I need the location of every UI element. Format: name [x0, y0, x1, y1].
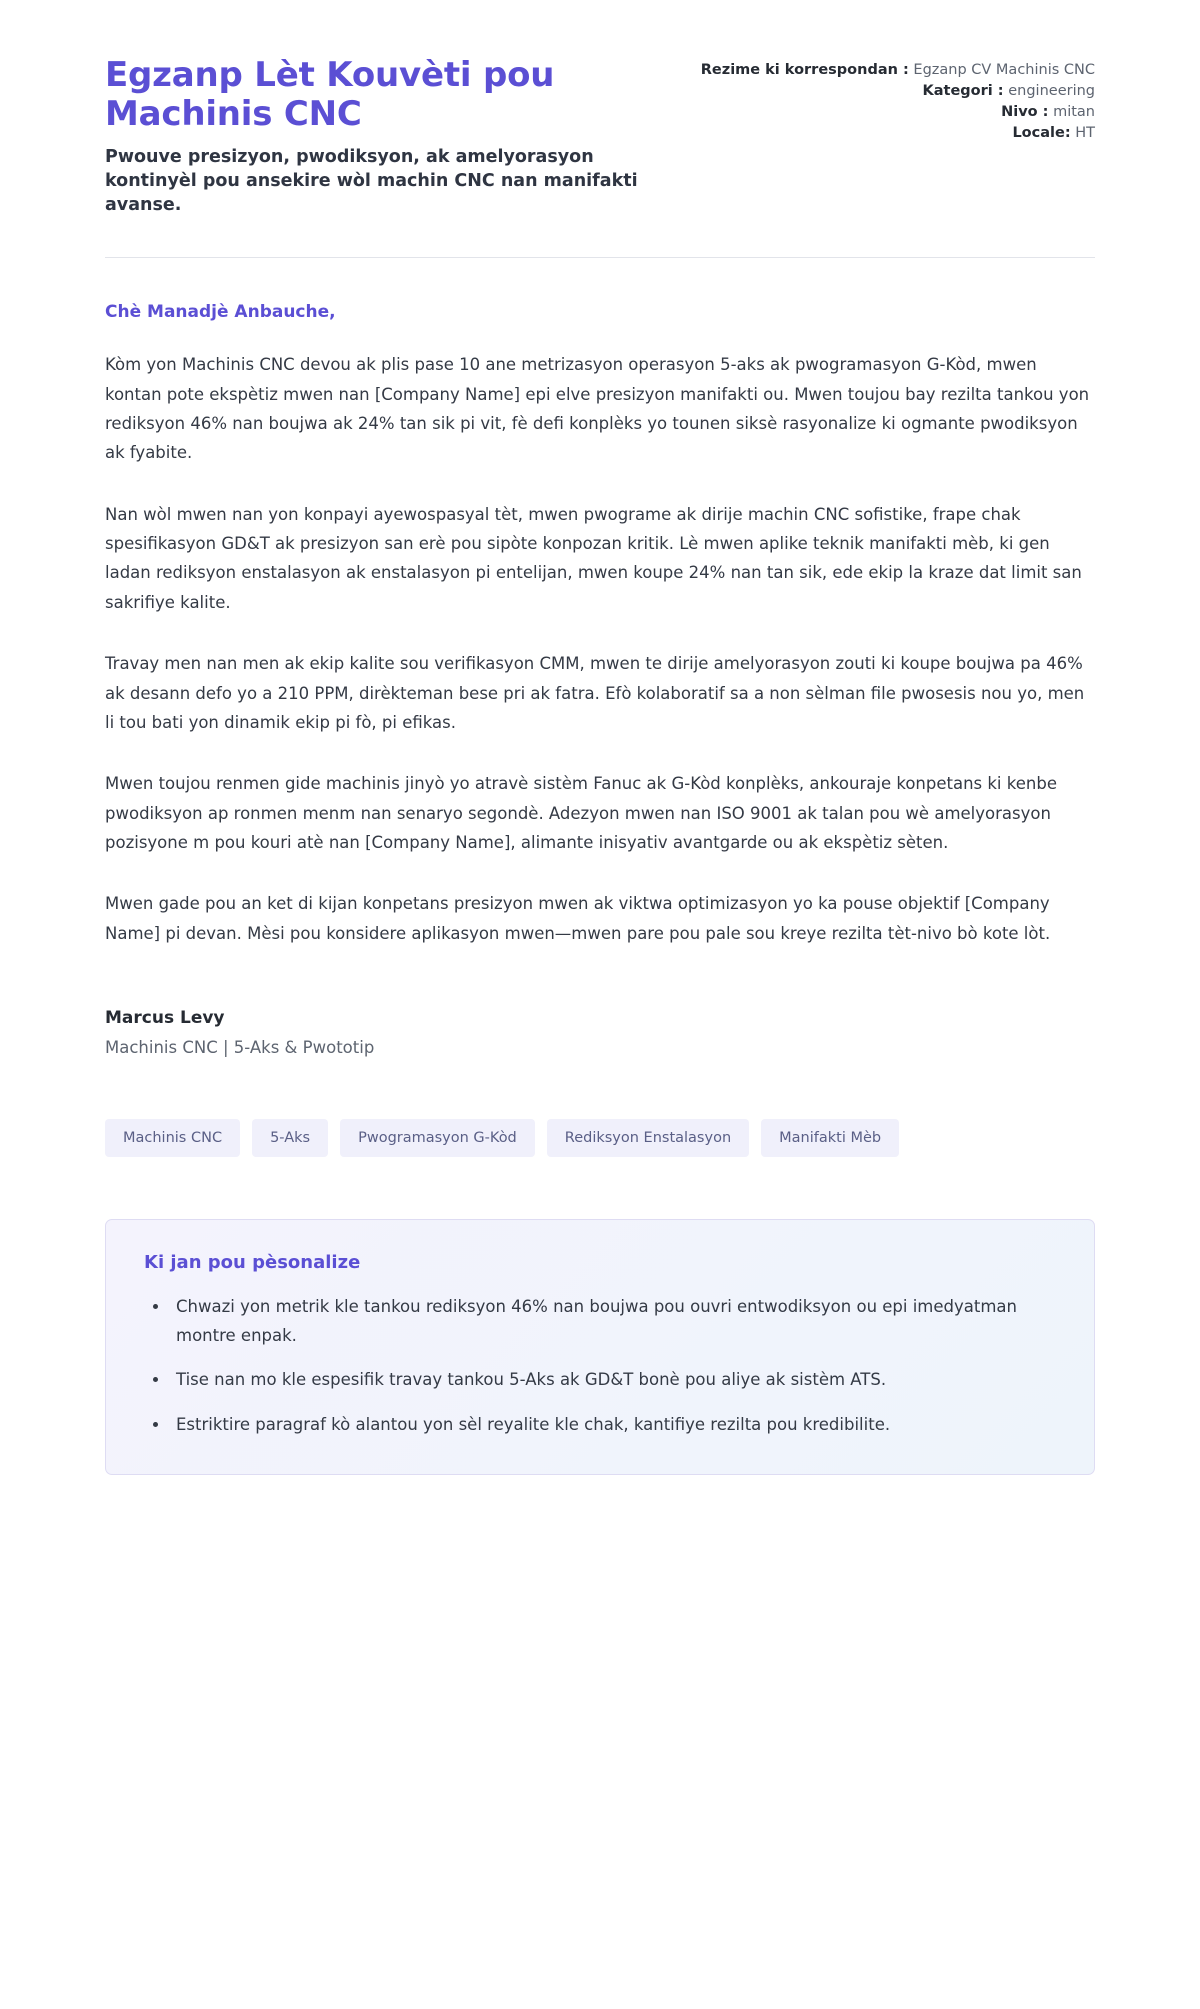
tag-item[interactable]: Pwogramasyon G-Kòd	[340, 1119, 535, 1157]
tag-item[interactable]: Machinis CNC	[105, 1119, 240, 1157]
letter-paragraph: Mwen toujou renmen gide machinis jinyò yo atravè sistèm Fanuc ak G-Kòd konplèks, ankouraje konpetans ki kenbe pwodiksyon ap ronmen menm nan senaryo segondè. Adezyon mwen nan ISO 9001 ak talan pou wè amelyorasyon pozisyone m pou kouri atè nan [Company Name], alimante inisyativ avantgarde ou ak ekspètiz sèten.	[105, 774, 1057, 852]
meta-level	[701, 102, 1095, 123]
meta-locale-value: HT	[1075, 125, 1095, 142]
callout-title: Ki jan pou pèsonalize	[144, 1252, 361, 1274]
document-header	[105, 56, 1095, 217]
tips-list	[144, 1293, 1056, 1440]
customization-tips-callout	[105, 1219, 1095, 1475]
tag-item[interactable]: 5-Aks	[252, 1119, 328, 1157]
meta-resume-label: Rezime ki korrespondan :	[700, 62, 909, 78]
signature-role: Machinis CNC | 5-Aks & Pwototip	[105, 1038, 375, 1058]
tag-item[interactable]: Rediksyon Enstalasyon	[547, 1119, 749, 1157]
cover-letter-body	[105, 258, 1095, 1057]
meta-level-label: Nivo :	[1001, 104, 1049, 121]
tip-item: • Estriktire paragraf kò alantou yon sèl reyalite kle chak, kantifiye rezilta pou kredibilite.	[170, 1411, 1056, 1440]
letter-paragraph: Nan wòl mwen nan yon konpayi ayewospasyal tèt, mwen pwograme ak dirije machin CNC sofistike, frape chak spesifikasyon GD&T ak presizyon san erè pou sipòte konpozan kritik. Lè mwen aplike teknik manifakti mèb, ki gen ladan rediksyon enstalasyon ak enstalasyon pi entelijan, mwen koupe 24% nan tan sik, ede ekip la kraze dat limit san sakrifiye kalite.	[105, 504, 1082, 612]
meta-locale-label: Locale:	[1012, 125, 1071, 142]
page-title: Egzanp Lèt Kouvèti pou Machinis CNC	[105, 55, 555, 135]
signature-name: Marcus Levy	[105, 1008, 225, 1029]
metadata-block	[701, 56, 1095, 144]
meta-category	[701, 81, 1095, 102]
meta-category-value: engineering	[1008, 83, 1095, 100]
signature-block	[105, 1008, 1095, 1057]
salutation: Chè Manadjè Anbauche,	[105, 302, 336, 323]
meta-level-value: mitan	[1053, 104, 1095, 121]
letter-paragraph: Travay men nan men ak ekip kalite sou verifikasyon CMM, mwen te dirije amelyorasyon zouti ki koupe boujwa pa 46% ak desann defo yo a 210 PPM, dirèkteman bese pri ak fatra. Efò kolaboratif sa a non sèlman file pwosesis nou yo, men li tou bati yon dinamik ekip pi fò, pi efikas.	[105, 654, 1085, 732]
tip-item: • Tise nan mo kle espesifik travay tankou 5-Aks ak GD&T bonè pou aliye ak sistèm ATS.	[170, 1366, 1056, 1395]
tag-list	[105, 1119, 1095, 1157]
letter-paragraph: Mwen gade pou an ket di kijan konpetans presizyon mwen ak viktwa optimizasyon yo ka pouse objektif [Company Name] pi devan. Mèsi pou konsidere aplikasyon mwen—mwen pare pou pale sou kreye rezilta tèt-nivo bò kote lòt.	[105, 894, 1051, 943]
meta-resume-value: Egzanp CV Machinis CNC	[913, 62, 1095, 78]
meta-locale	[701, 123, 1095, 144]
tip-item: • Chwazi yon metrik kle tankou rediksyon 46% nan boujwa pou ouvri entwodiksyon ou epi imedyatman montre enpak.	[170, 1293, 1056, 1350]
meta-resume	[701, 60, 1095, 81]
page-subtitle: Pwouve presizyon, pwodiksyon, ak amelyorasyon kontinyèl pou ansekire wòl machin CNC nan manifakti avanse.	[105, 146, 638, 216]
header-text-block	[105, 56, 661, 217]
tag-item[interactable]: Manifakti Mèb	[761, 1119, 899, 1157]
letter-paragraph: Kòm yon Machinis CNC devou ak plis pase 10 ane metrizasyon operasyon 5-aks ak pwogramasyon G-Kòd, mwen kontan pote ekspètiz mwen nan [Company Name] epi elve presizyon manifakti ou. Mwen toujou bay rezilta tankou yon rediksyon 46% nan boujwa ak 24% tan sik pi vit, fè defi konplèks yo tounen siksè rasyonalize ki ogmante pwodiksyon ak fyabite.	[105, 355, 1090, 463]
meta-category-label: Kategori :	[922, 83, 1004, 100]
